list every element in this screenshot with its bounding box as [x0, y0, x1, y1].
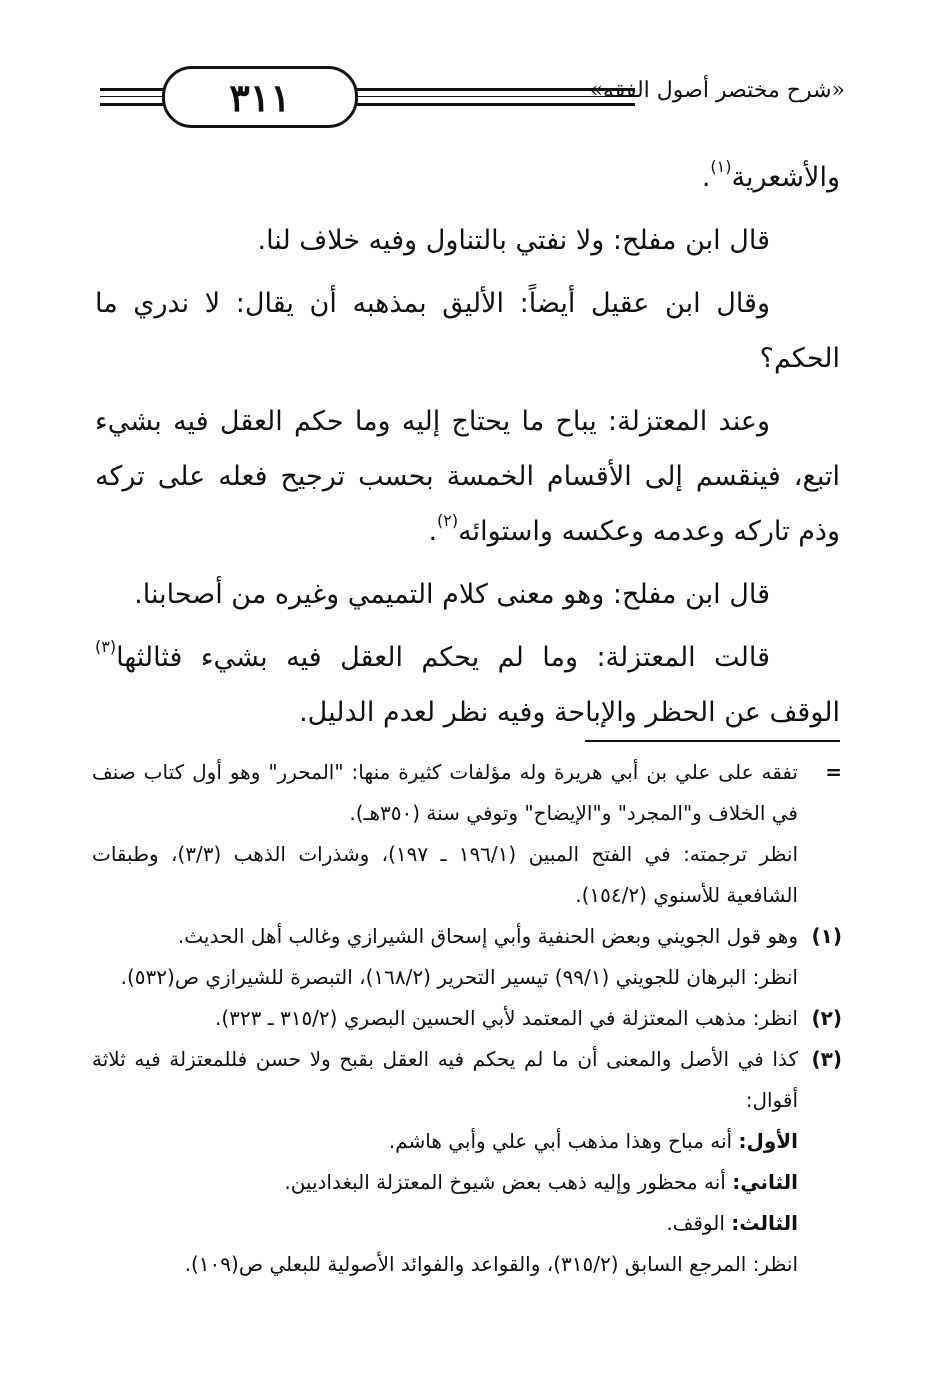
- paragraph: والأشعرية$^{(١)}$.: [701, 157, 840, 193]
- paragraph: قال ابن مفلح: ولا نفتي بالتناول وفيه خلاف لنا.: [257, 225, 770, 256]
- page-header: [100, 58, 845, 138]
- main-text: [95, 150, 840, 748]
- page-number: ٣١١: [162, 66, 358, 128]
- paragraph: قال ابن مفلح: وهو معنى كلام التميمي وغيره من أصحابنا.: [134, 579, 770, 610]
- footnote-reference: انظر: المرجع السابق (٣١٥/٢)، والقواعد والفوائد الأصولية للبعلي ص(١٠٩).: [184, 1252, 798, 1276]
- footnote-ref: (١): [710, 157, 732, 176]
- footnote-continuation: [92, 752, 842, 916]
- footnote-mark: (٣): [811, 1047, 842, 1071]
- footnote-3: [92, 1039, 842, 1285]
- footnote-2: [92, 998, 842, 1039]
- paragraph: وقال ابن عقيل أيضاً: الأليق بمذهبه أن يقال: لا ندري ما الحكم؟: [95, 288, 840, 374]
- footnote-separator: [585, 740, 840, 742]
- footnote-item: الأول: أنه مباح وهذا مذهب أبي علي وأبي هاشم.: [388, 1129, 798, 1153]
- footnote-1: [92, 916, 842, 998]
- footnote-ref: (٢): [437, 511, 459, 530]
- footnote-line: وهو قول الجويني وبعض الحنفية وأبي إسحاق الشيرازي وغالب أهل الحديث.: [177, 924, 798, 948]
- footnote-line: انظر: مذهب المعتزلة في المعتمد لأبي الحسين البصري (٣١٥/٢ ـ ٣٢٣).: [214, 1006, 798, 1030]
- book-title: «شرح مختصر أصول الفقه»: [589, 78, 845, 103]
- footnote-line: انظر: البرهان للجويني (٩٩/١) تيسير التحرير (١٦٨/٢)، التبصرة للشيرازي ص(٥٣٢).: [120, 965, 798, 989]
- footnote-intro: كذا في الأصل والمعنى أن ما لم يحكم فيه العقل بقبح ولا حسن فللمعتزلة فيه ثلاثة أقوال:: [92, 1047, 798, 1112]
- footnote-mark: (٢): [811, 1006, 842, 1030]
- footnotes: [92, 752, 842, 1285]
- footnote-mark: =: [825, 760, 842, 784]
- paragraph: وعند المعتزلة: يباح ما يحتاج إليه وما حكم العقل فيه بشيء اتبع، فينقسم إلى الأقسام الخمسة بحسب ترجيح فعله على تركه وذم تاركه وعدمه وعكسه واستوائه$^{(٢)}$.: [95, 406, 840, 547]
- footnote-item: الثاني: أنه محظور وإليه ذهب بعض شيوخ المعتزلة البغداديين.: [284, 1170, 798, 1194]
- footnote-ref: (٣): [95, 637, 117, 656]
- footnote-mark: (١): [811, 924, 842, 948]
- footnote-line: تفقه على علي بن أبي هريرة وله مؤلفات كثيرة منها: "المحرر" وهو أول كتاب صنف في الخلاف و"المجرد" و"الإيضاح" وتوفي سنة (٣٥٠هـ).: [92, 760, 798, 825]
- footnote-item: الثالث: الوقف.: [666, 1211, 798, 1235]
- paragraph: قالت المعتزلة: وما لم يحكم العقل فيه بشيء فثالثها$^{(٣)}$ الوقف عن الحظر والإباحة وفيه نظر لعدم الدليل.: [95, 637, 840, 728]
- footnote-line: انظر ترجمته: في الفتح المبين (١٩٦/١ ـ ١٩٧)، وشذرات الذهب (٣/٣)، وطبقات الشافعية للأسنوي (١٥٤/٢).: [92, 842, 799, 907]
